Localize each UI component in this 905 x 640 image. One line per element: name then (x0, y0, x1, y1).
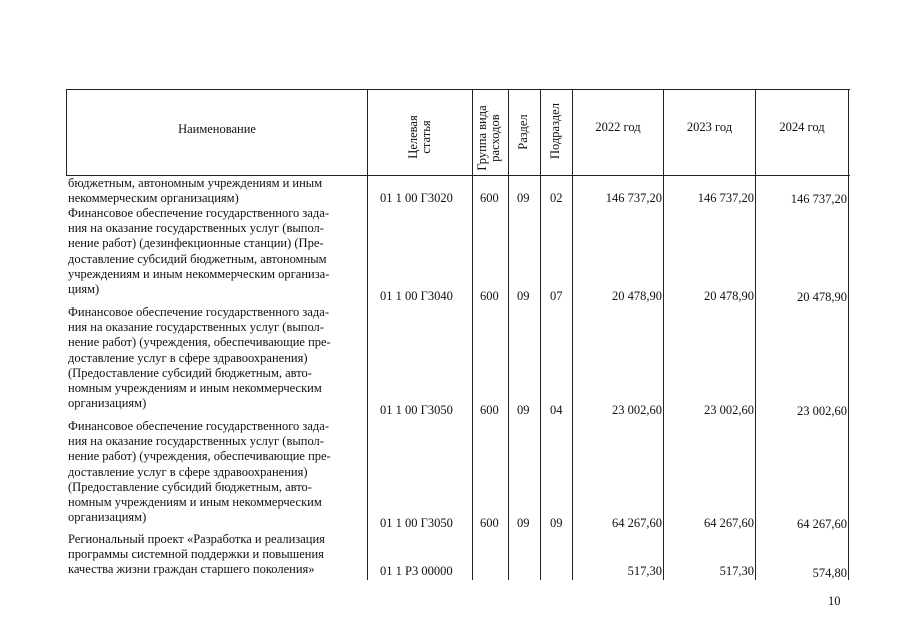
row-4-name-line: доставление услуг в сфере здравоохранения) (68, 464, 308, 479)
table-top-border (66, 89, 850, 90)
page-number: 10 (828, 594, 841, 608)
header-year-2024: 2024 год (779, 120, 825, 134)
row-2-name-line: нение работ) (дезинфекционные станции) (Пре- (68, 236, 324, 251)
row-1-v2024: 146 737,20 (790, 192, 847, 206)
row-3-name-line: ния на оказание государственных услуг (выпол- (68, 320, 324, 335)
header-target-article: Целевая статья (406, 115, 433, 159)
col-border-2 (472, 89, 473, 580)
row-1-v2023: 146 737,20 (697, 191, 754, 205)
row-2-name-line: ния на оказание государственных услуг (выпол- (68, 221, 324, 236)
row-3-name (68, 305, 366, 411)
row-4-code: 01 1 00 Г3050 (380, 516, 453, 530)
row-4-name (68, 419, 366, 525)
row-4-v2023: 64 267,60 (704, 516, 754, 530)
row-4-v2022: 64 267,60 (612, 516, 662, 530)
row-5-v2022: 517,30 (627, 564, 662, 578)
row-3-subsection: 04 (550, 403, 563, 417)
row-2-name-line: циям) (68, 282, 100, 297)
row-4-name-line: Финансовое обеспечение государственного зада- (68, 419, 329, 433)
row-2-name-line: доставление субсидий бюджетным, автономным (68, 251, 327, 266)
row-2-v2022: 20 478,90 (612, 289, 662, 303)
col-border-3 (508, 89, 509, 580)
row-4-subsection: 09 (550, 516, 563, 530)
row-1-v2022: 146 737,20 (605, 191, 662, 205)
row-3-v2024: 23 002,60 (797, 404, 847, 418)
row-4-group: 600 (480, 516, 499, 530)
row-1-section: 09 (517, 191, 530, 205)
row-2-v2024: 20 478,90 (797, 290, 847, 304)
row-3-name-line: организациям) (68, 396, 147, 411)
header-expense-group: Группа вида расходов (475, 105, 502, 171)
row-5-name (68, 532, 366, 578)
row-5-v2024: 574,80 (812, 566, 847, 580)
row-3-section: 09 (517, 403, 530, 417)
row-3-v2023: 23 002,60 (704, 403, 754, 417)
row-5-name-line: программы системной поддержки и повышения (68, 547, 324, 562)
row-5-name-line: Региональный проект «Разработка и реализация (68, 532, 325, 546)
header-subsection: Подраздел (548, 103, 562, 159)
col-border-8 (848, 89, 849, 580)
row-4-name-line: организациям) (68, 510, 147, 525)
row-3-v2022: 23 002,60 (612, 403, 662, 417)
row-3-name-line: доставление услуг в сфере здравоохранения) (68, 350, 308, 365)
row-2-name (68, 206, 366, 297)
row-4-name-line: номным учреждениям и иным некоммерческим (68, 495, 322, 510)
row-3-name-line: номным учреждениям и иным некоммерческим (68, 381, 322, 396)
row-1-name (68, 176, 366, 206)
row-3-name-line: нение работ) (учреждения, обеспечивающие пре- (68, 335, 331, 350)
row-1-code: 01 1 00 Г3020 (380, 191, 453, 205)
col-border-7 (755, 89, 756, 580)
row-1-name-line: бюджетным, автономным учреждениям и иным (68, 176, 323, 190)
header-year-2022: 2022 год (595, 120, 641, 134)
row-1-subsection: 02 (550, 191, 563, 205)
row-5-code: 01 1 P3 00000 (380, 564, 453, 578)
row-2-code: 01 1 00 Г3040 (380, 289, 453, 303)
row-4-name-line: ния на оказание государственных услуг (выпол- (68, 434, 324, 449)
col-border-1 (367, 89, 368, 580)
row-2-group: 600 (480, 289, 499, 303)
row-2-name-line: Финансовое обеспечение государственного зада- (68, 206, 329, 220)
row-3-name-line: (Предоставление субсидий бюджетным, авто- (68, 365, 312, 380)
header-name: Наименование (178, 122, 256, 136)
row-2-name-line: учреждениям и иным некоммерческим организа- (68, 266, 330, 281)
col-border-5 (572, 89, 573, 580)
row-1-name-line: некоммерческим организациям) (68, 191, 239, 206)
row-5-name-line: качества жизни граждан старшего поколения» (68, 562, 315, 577)
row-1-group: 600 (480, 191, 499, 205)
row-5-v2023: 517,30 (719, 564, 754, 578)
row-3-code: 01 1 00 Г3050 (380, 403, 453, 417)
col-border-6 (663, 89, 664, 580)
row-2-subsection: 07 (550, 289, 563, 303)
col-border-4 (540, 89, 541, 580)
row-4-v2024: 64 267,60 (797, 517, 847, 531)
row-4-section: 09 (517, 516, 530, 530)
row-2-v2023: 20 478,90 (704, 289, 754, 303)
header-year-2023: 2023 год (686, 120, 733, 134)
row-2-section: 09 (517, 289, 530, 303)
row-4-name-line: (Предоставление субсидий бюджетным, авто- (68, 479, 312, 494)
row-3-name-line: Финансовое обеспечение государственного зада- (68, 305, 329, 319)
row-4-name-line: нение работ) (учреждения, обеспечивающие пре- (68, 449, 331, 464)
row-3-group: 600 (480, 403, 499, 417)
header-section: Раздел (516, 114, 530, 150)
